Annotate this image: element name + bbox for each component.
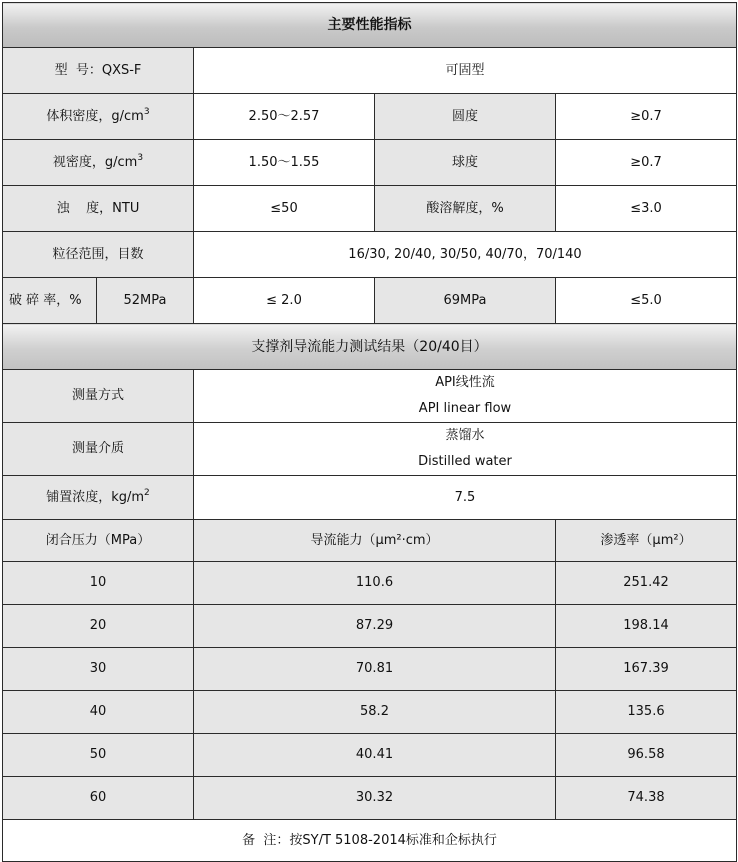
conductivity-cell: 110.6 bbox=[194, 562, 556, 605]
medium-value-cn: 蒸馏水 bbox=[445, 428, 485, 443]
conductivity-column-header: 导流能力（μm²·cm） bbox=[194, 520, 556, 562]
turbidity-row bbox=[3, 186, 737, 232]
permeability-cell: 198.14 bbox=[556, 605, 737, 648]
apparent-density-value: 1.50～1.55 bbox=[194, 140, 375, 186]
method-label: 测量方式 bbox=[3, 370, 194, 423]
acid-solubility-label: 酸溶解度，% bbox=[375, 186, 556, 232]
conductivity-title: 支撑剂导流能力测试结果（20/40目） bbox=[3, 324, 737, 370]
main-title: 主要性能指标 bbox=[3, 3, 737, 48]
turbidity-value: ≤50 bbox=[194, 186, 375, 232]
size-range-label: 粒径范围，目数 bbox=[3, 232, 194, 278]
conductivity-cell: 30.32 bbox=[194, 777, 556, 820]
method-row bbox=[3, 370, 737, 423]
conductivity-cell: 87.29 bbox=[194, 605, 556, 648]
concentration-value: 7.5 bbox=[194, 476, 737, 520]
table-row bbox=[3, 777, 737, 820]
sphericity-label: 球度 bbox=[375, 140, 556, 186]
note: 备 注：按SY/T 5108-2014标准和企标执行 bbox=[3, 820, 737, 862]
note-row bbox=[3, 820, 737, 862]
table-row bbox=[3, 691, 737, 734]
pressure-cell: 60 bbox=[3, 777, 194, 820]
conductivity-cell: 58.2 bbox=[194, 691, 556, 734]
acid-solubility-value: ≤3.0 bbox=[556, 186, 737, 232]
table-row bbox=[3, 562, 737, 605]
apparent-density-label: 视密度，$g/cm^3$ bbox=[3, 140, 194, 186]
crush-value-52: ≤ 2.0 bbox=[194, 278, 375, 324]
pressure-cell: 50 bbox=[3, 734, 194, 777]
pressure-cell: 20 bbox=[3, 605, 194, 648]
table-row bbox=[3, 648, 737, 691]
medium-label: 测量介质 bbox=[3, 423, 194, 476]
crush-rate-label: 破 碎 率，% bbox=[3, 278, 97, 324]
medium-row bbox=[3, 423, 737, 476]
pressure-cell: 40 bbox=[3, 691, 194, 734]
permeability-cell: 167.39 bbox=[556, 648, 737, 691]
concentration-label: 铺置浓度，$kg/m^2$ bbox=[3, 476, 194, 520]
table-row bbox=[3, 734, 737, 777]
concentration-row bbox=[3, 476, 737, 520]
table-row bbox=[3, 605, 737, 648]
method-value bbox=[194, 370, 737, 423]
conductivity-cell: 70.81 bbox=[194, 648, 556, 691]
apparent-density-row bbox=[3, 140, 737, 186]
sphericity-value: ≥0.7 bbox=[556, 140, 737, 186]
pressure-cell: 10 bbox=[3, 562, 194, 605]
performance-table bbox=[2, 2, 737, 862]
roundness-value: ≥0.7 bbox=[556, 94, 737, 140]
medium-value bbox=[194, 423, 737, 476]
turbidity-label: 浊 度，NTU bbox=[3, 186, 194, 232]
bulk-density-value: 2.50～2.57 bbox=[194, 94, 375, 140]
conductivity-header-row bbox=[3, 324, 737, 370]
model-label: 型 号：QXS-F bbox=[3, 48, 194, 94]
permeability-cell: 96.58 bbox=[556, 734, 737, 777]
bulk-density-label: 体积密度，$g/cm^3$ bbox=[3, 94, 194, 140]
method-value-en: API linear flow bbox=[418, 401, 512, 416]
permeability-column-header: 渗透率（μm²） bbox=[556, 520, 737, 562]
model-row bbox=[3, 48, 737, 94]
roundness-label: 圆度 bbox=[375, 94, 556, 140]
crush-value-69: ≤5.0 bbox=[556, 278, 737, 324]
permeability-cell: 74.38 bbox=[556, 777, 737, 820]
column-header-row bbox=[3, 520, 737, 562]
model-value: 可固型 bbox=[194, 48, 737, 94]
conductivity-cell: 40.41 bbox=[194, 734, 556, 777]
crush-pressure-69: 69MPa bbox=[375, 278, 556, 324]
method-value-cn: API线性流 bbox=[435, 375, 495, 390]
medium-value-en: Distilled water bbox=[418, 454, 512, 469]
permeability-cell: 251.42 bbox=[556, 562, 737, 605]
crush-pressure-52: 52MPa bbox=[97, 278, 194, 324]
size-range-value: 16/30, 20/40, 30/50, 40/70，70/140 bbox=[194, 232, 737, 278]
bulk-density-row bbox=[3, 94, 737, 140]
pressure-cell: 30 bbox=[3, 648, 194, 691]
crush-rate-row bbox=[3, 278, 737, 324]
size-range-row bbox=[3, 232, 737, 278]
permeability-cell: 135.6 bbox=[556, 691, 737, 734]
pressure-column-header: 闭合压力（MPa） bbox=[3, 520, 194, 562]
main-header-row bbox=[3, 3, 737, 48]
